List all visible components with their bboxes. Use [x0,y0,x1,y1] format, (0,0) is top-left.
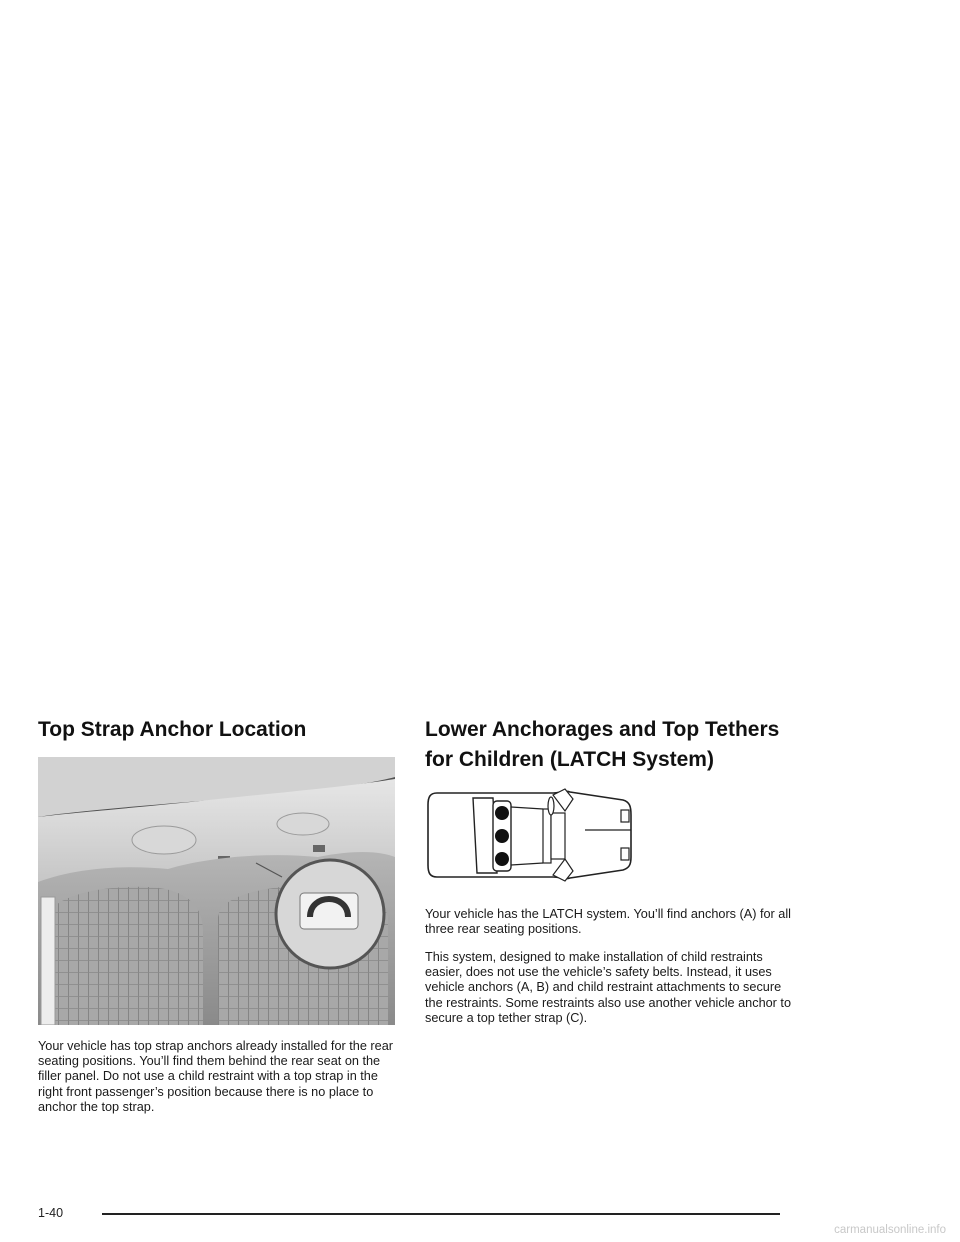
top-strap-heading: Top Strap Anchor Location [38,718,307,741]
latch-vehicle-diagram [425,785,635,885]
rear-seat-anchor-illustration [38,757,395,1025]
latch-intro-paragraph: Your vehicle has the LATCH system. You’ll find anchors (A) for all three rear seating positions. [425,907,791,937]
watermark: carmanualsonline.info [834,1224,946,1236]
latch-heading: Lower Anchorages and Top Tethers for Children (LATCH System) [425,718,780,771]
footer-divider [102,1213,780,1215]
top-strap-paragraph: Your vehicle has top strap anchors already installed for the rear seating positions. You’ll find them behind the rear seat on the filler panel. Do not use a child restraint with a top strap in the right front passenger’s position because there is no place to anchor the top strap. [38,1039,393,1114]
latch-detail-paragraph: This system, designed to make installation of child restraints easier, does not use the vehicle’s safety belts. Instead, it uses vehicle anchors (A, B) and child restraint attachments to secure the restraints. Some restraints also use another vehicle anchor to secure a top tether strap (C). [425,950,792,1025]
page-number: 1-40 [38,1206,64,1220]
